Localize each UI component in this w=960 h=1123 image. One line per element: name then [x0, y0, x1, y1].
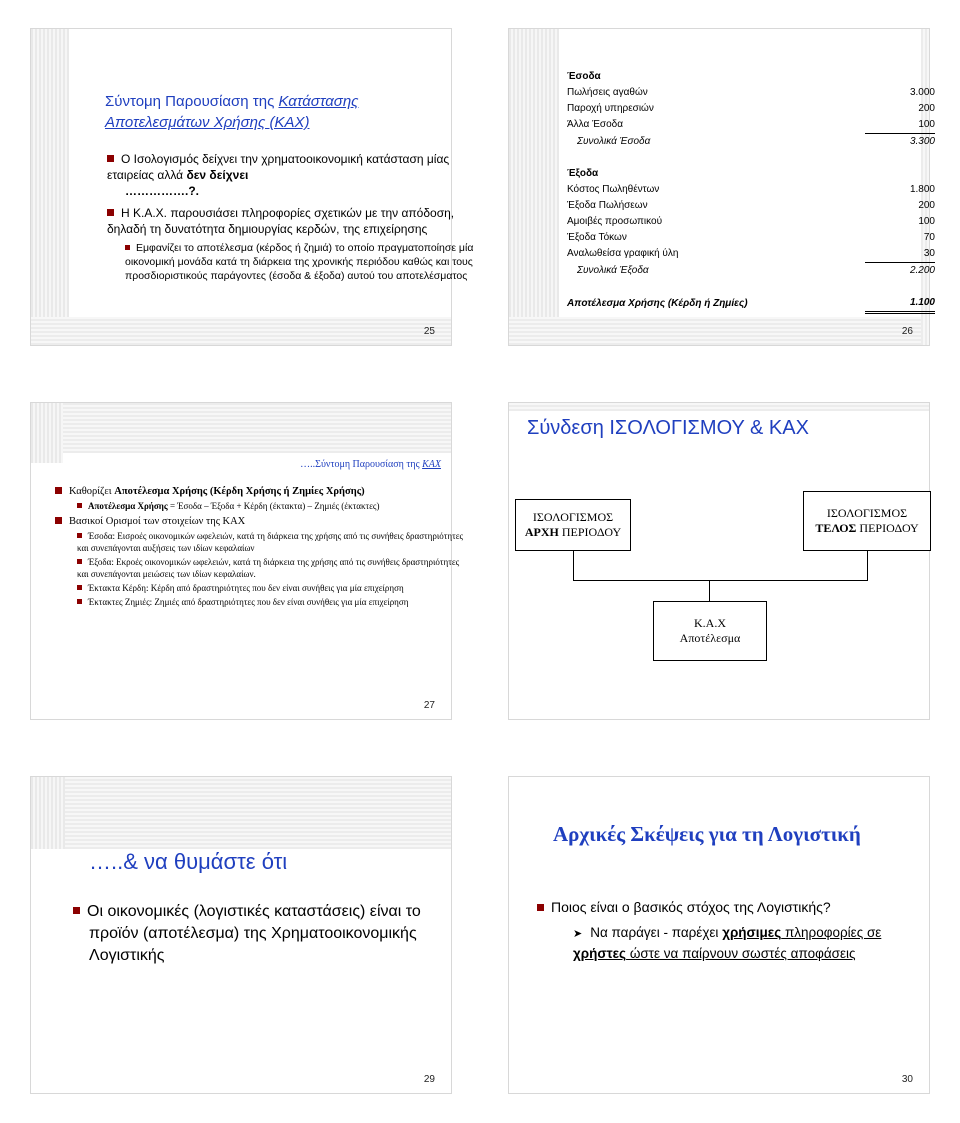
bullet-icon — [77, 503, 82, 508]
connector-line — [867, 551, 868, 581]
bullet-icon — [77, 585, 82, 590]
list-subitem: Εμφανίζει το αποτέλεσμα (κέρδος ή ζημιά) το οποίο πραγματοποίησε μία οικονομική μονάδα κατά τη διάρκεια της χρονικής περιόδου καθώς και τους προσδιοριστικούς παράγοντες (έσοδα & έξοδα) αυτού του αποτελέσματος — [125, 242, 474, 282]
slide-title: …..& να θυμάστε ότι — [89, 849, 288, 874]
table-header: Έξοδα — [567, 168, 599, 179]
list-item: Ποιος είναι ο βασικός στόχος της Λογιστικής? — [553, 897, 933, 917]
bullet-icon — [537, 904, 544, 911]
balance-end-box: ΙΣΟΛΟΓΙΣΜΟΣ ΤΕΛΟΣ ΠΕΡΙΟΔΟΥ — [803, 491, 931, 551]
slide-decor — [31, 403, 63, 463]
connector-line — [709, 580, 710, 601]
bullet-icon — [77, 599, 82, 604]
table-row: Άλλα Έσοδα 100 — [567, 117, 935, 134]
list-subitem: Έσοδα: Εισροές οικονομικών ωφελειών, κατά τη διάρκεια της χρήσης από τις συνήθεις δραστηριότητες και συνεπάγονται αυξήσεις των ιδίων κεφαλαίων — [77, 531, 464, 553]
table-row: Παροχή υπηρεσιών 200 — [567, 103, 935, 114]
bullet-icon — [107, 209, 114, 216]
list-subitem: Έκτακτα Κέρδη: Κέρδη από δραστηριότητες που δεν είναι συνήθεις για μία επιχείρηση — [77, 582, 465, 594]
slide-body — [107, 151, 477, 283]
balance-start-box: ΙΣΟΛΟΓΙΣΜΟΣ ΑΡΧΗ ΠΕΡΙΟΔΟΥ — [515, 499, 631, 551]
slide-body — [55, 485, 465, 608]
income-statement-table — [567, 69, 935, 314]
bullet-icon — [107, 155, 114, 162]
page-number: 25 — [423, 326, 435, 337]
page-number: 30 — [901, 1074, 913, 1085]
bullet-icon — [125, 245, 130, 250]
slide-25 — [30, 28, 474, 346]
arrow-bullet-icon: ➤ — [573, 928, 583, 940]
bullet-icon — [55, 487, 62, 494]
table-row: Αναλωθείσα γραφική ύλη 30 — [567, 246, 935, 263]
table-row: Συνολικά Έσοδα 3.300 — [577, 135, 935, 147]
list-item: Καθορίζει Αποτέλεσμα Χρήσης (Κέρδη Χρήσης ή Ζημίες Χρήσης) — [55, 485, 465, 498]
slide-title: …..Σύντομη Παρουσίαση της ΚΑΧ — [300, 459, 441, 470]
table-row: Πωλήσεις αγαθών 3.000 — [567, 87, 935, 98]
list-subitem: ➤ Να παράγει - παρέχει χρήσιμες πληροφορίες σε χρήστες ώστε να παίρνουν σωστές αποφάσεις — [573, 925, 882, 961]
slide-decor — [31, 777, 65, 849]
table-row: Έξοδα Τόκων 70 — [567, 232, 935, 243]
table-row: Αμοιβές προσωπικού 100 — [567, 216, 935, 227]
list-subitem: Έξοδα: Εκροές οικονομικών ωφελειών, κατά τη διάρκεια της χρήσης από τις συνήθεις δραστηριότητες και συνεπάγονται μειώσεις των ιδίων κεφαλαίων. — [77, 557, 460, 579]
slide-decor — [509, 403, 929, 411]
slide-28 — [508, 402, 930, 720]
slide-decor — [509, 317, 929, 345]
table-row: Έξοδα Πωλήσεων 200 — [567, 200, 935, 211]
slide-title: Σύντομη Παρουσίαση της Κατάστασης Αποτελεσμάτων Χρήσης (ΚΑΧ) — [105, 93, 359, 131]
slide-decor — [509, 29, 559, 345]
connector-line — [573, 580, 867, 581]
list-subitem: Έκτακτες Ζημιές: Ζημιές από δραστηριότητες που δεν είναι συνήθεις για μία επιχείρηση — [77, 596, 465, 608]
income-statement-box: Κ.Α.Χ Αποτέλεσμα — [653, 601, 767, 661]
list-item: Η Κ.Α.Χ. παρουσιάσει πληροφορίες σχετικών με την απόδοση, δηλαδή τη δυνατότητα δημιουργίας κερδών, της επιχείρησης — [107, 206, 455, 236]
slide-title: Αρχικές Σκέψεις για τη Λογιστική — [553, 822, 861, 846]
bullet-icon — [73, 907, 80, 914]
list-item: Οι οικονομικές (λογιστικές καταστάσεις) είναι το προϊόν (αποτέλεσμα) της Χρηματοοικονομικής Λογιστικής — [89, 901, 459, 967]
slide-decor — [63, 403, 451, 453]
slide-29 — [30, 776, 452, 1094]
slide-body — [89, 901, 459, 967]
page-number: 26 — [901, 326, 913, 337]
slide-27 — [30, 402, 464, 720]
list-item: Βασικοί Ορισμοί των στοιχείων της ΚΑΧ — [55, 515, 465, 528]
bullet-icon — [77, 559, 82, 564]
slide-title: Σύνδεση ΙΣΟΛΟΓΙΣΜΟΥ & ΚΑΧ — [527, 411, 925, 445]
bullet-icon — [55, 517, 62, 524]
slide-30 — [508, 776, 930, 1094]
bullet-icon — [77, 533, 82, 538]
slide-decor — [31, 29, 69, 345]
table-header: Έσοδα — [567, 71, 601, 82]
connector-line — [573, 551, 574, 581]
page-number: 29 — [423, 1074, 435, 1085]
slide-decor — [65, 777, 451, 849]
list-item: Ο Ισολογισμός δείχνει την χρηματοοικονομική κατάσταση μίας εταιρείας αλλά δεν δείχνει …………….?. — [107, 152, 450, 198]
table-row: Αποτέλεσμα Χρήσης (Κέρδη ή Ζημίες) 1.100 — [567, 295, 935, 313]
slide-decor — [31, 317, 451, 345]
page-number: 27 — [423, 700, 435, 711]
slide-body — [553, 897, 933, 964]
table-row: Συνολικά Έξοδα 2.200 — [577, 264, 935, 276]
slide-26 — [508, 28, 935, 346]
table-row: Κόστος Πωληθέντων 1.800 — [567, 184, 935, 195]
list-subitem: Αποτέλεσμα Χρήσης = Έσοδα – Έξοδα + Κέρδη (έκτακτα) – Ζημιές (έκτακτες) — [77, 500, 465, 512]
